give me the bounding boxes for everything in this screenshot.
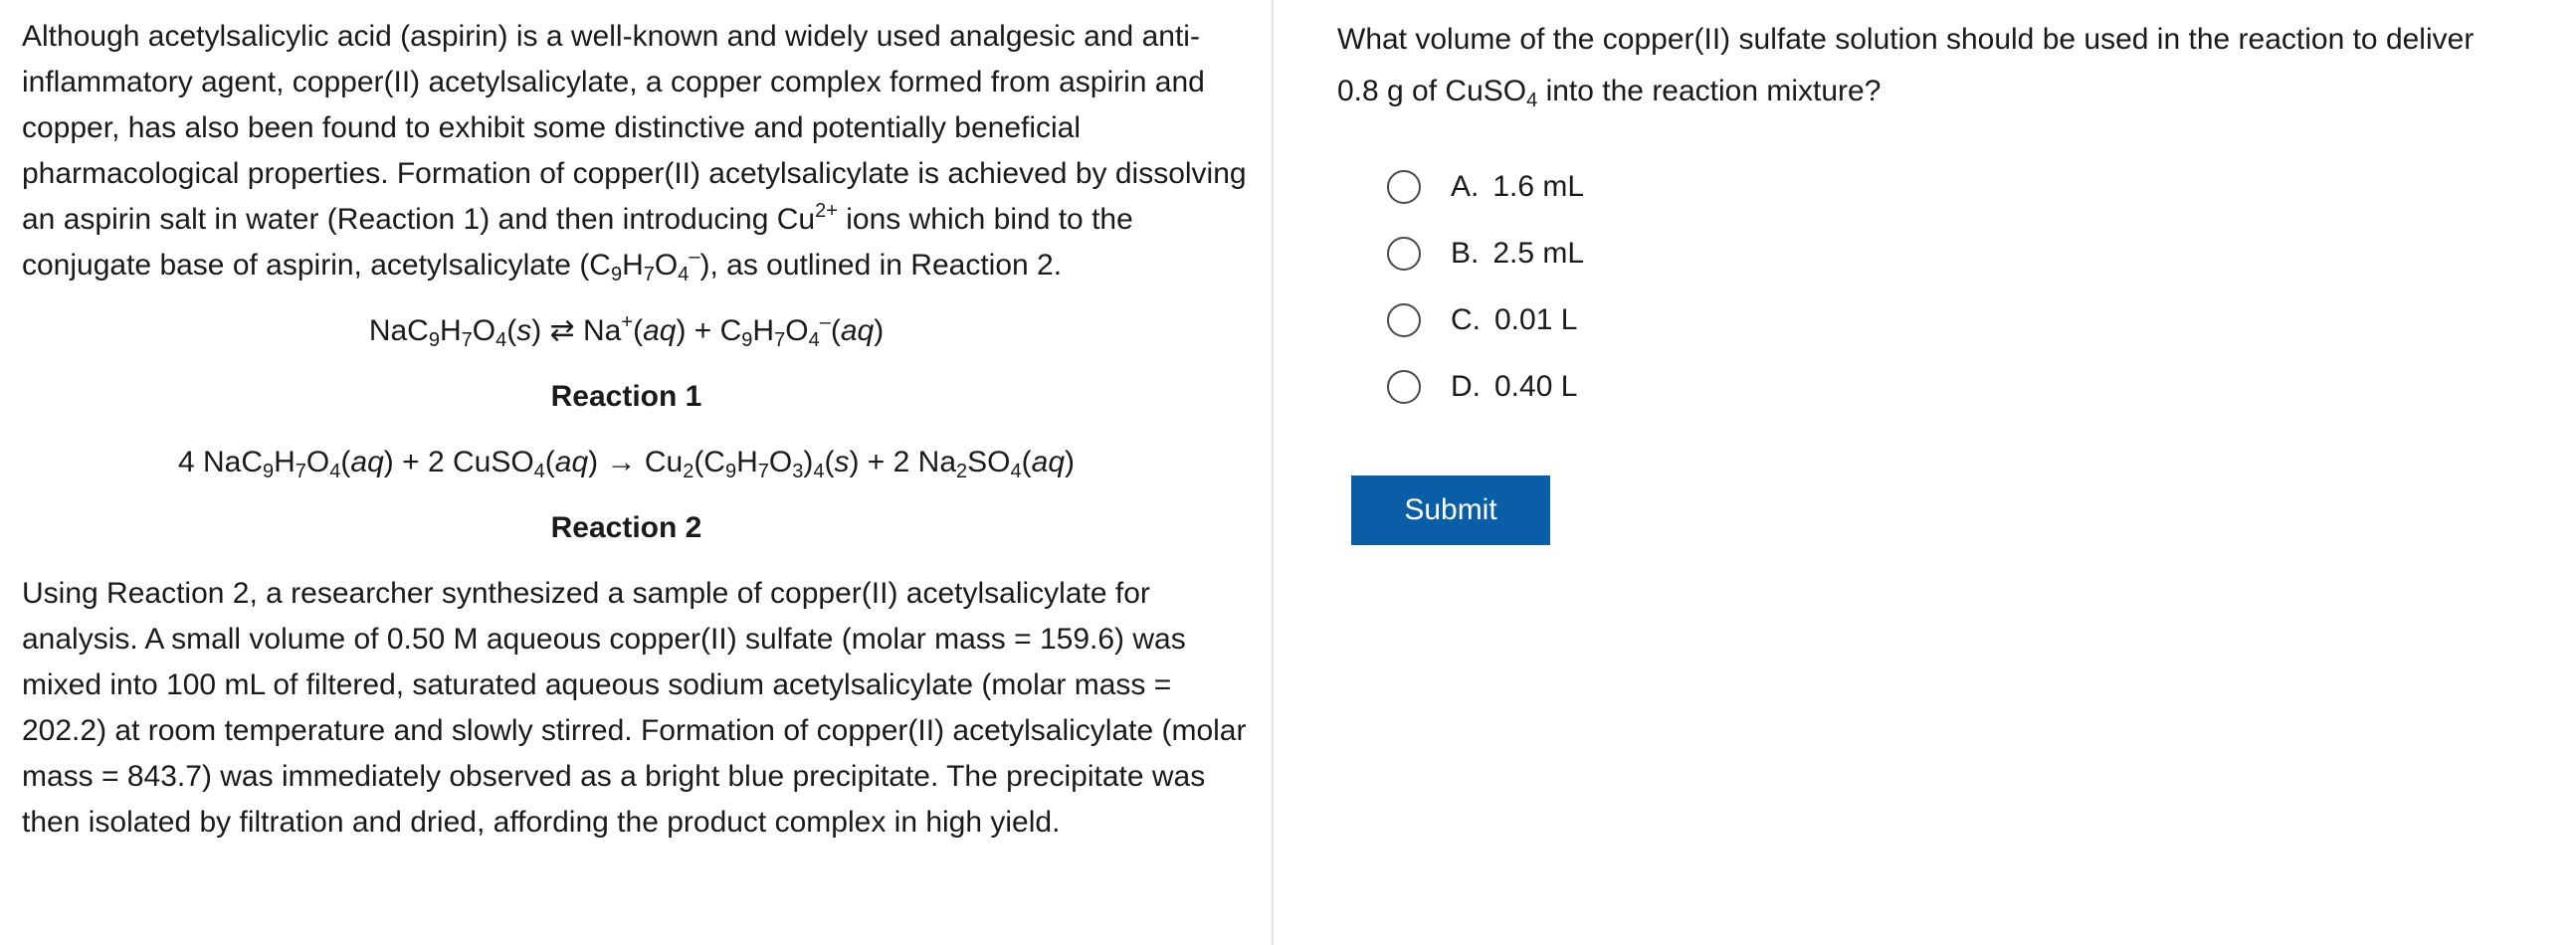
eq-text: SO: [967, 446, 1011, 478]
subscript: 4: [533, 461, 545, 482]
eq-text: ) + 2 CuSO: [383, 446, 534, 478]
subscript: 7: [774, 329, 786, 351]
eq-text: (: [506, 314, 517, 347]
eq-text: (: [544, 446, 555, 478]
answer-option-d[interactable]: [1387, 353, 2576, 420]
superscript: –: [819, 311, 831, 333]
eq-text: H: [752, 314, 775, 347]
option-letter: A.: [1451, 169, 1480, 203]
subscript: 7: [461, 329, 473, 351]
subscript: 7: [295, 461, 306, 482]
radio-button-icon[interactable]: [1387, 370, 1421, 404]
eq-text: O: [472, 314, 496, 347]
option-label: [1451, 303, 1577, 337]
option-letter: C.: [1451, 302, 1481, 336]
question-text: 0.8 g of CuSO: [1337, 75, 1527, 107]
subscript: 4: [813, 461, 825, 482]
option-text: 0.01 L: [1494, 302, 1578, 336]
eq-text: ): [1065, 446, 1076, 478]
eq-text: (: [1021, 446, 1032, 478]
superscript: 2+: [815, 200, 838, 222]
subscript: 4: [329, 461, 341, 482]
question-stem: [1337, 14, 2576, 117]
radio-button-icon[interactable]: [1387, 170, 1421, 204]
answer-option-a[interactable]: [1387, 153, 2576, 220]
eq-text: ) → Cu: [588, 446, 684, 478]
eq-text: O: [305, 446, 330, 478]
state-label: aq: [1031, 446, 1066, 478]
radio-button-icon[interactable]: [1387, 237, 1421, 271]
subscript: 7: [757, 461, 769, 482]
passage-paragraph-2: Using Reaction 2, a researcher synthesized a sample of copper(II) acetylsalicylate for analysis. A small volume of 0.50 M aqueous copper(II) sulfate (molar mass = 159.6) was mixed into 100 mL of filtered, saturated aqueous sodium acetylsalicylate (molar mass = 202.2) at room temperature and slowly stirred. Formation of copper(II) acetylsalicylate (molar mass = 843.7) was immediately observed as a bright blue precipitate. The precipitate was then isolated by filtration and dried, affording the product complex in high yield.: [22, 577, 1247, 839]
option-letter: B.: [1451, 236, 1480, 270]
radio-button-icon[interactable]: [1387, 303, 1421, 337]
eq-text: H: [274, 446, 296, 478]
passage-paragraph-1: [22, 14, 1250, 288]
reaction-2-equation: [22, 440, 1231, 485]
reaction-1-label: Reaction 1: [550, 380, 702, 413]
state-label: s: [834, 446, 850, 478]
eq-text: (C: [694, 446, 725, 478]
subscript: 9: [263, 461, 275, 482]
eq-text: (: [340, 446, 351, 478]
superscript: –: [689, 246, 700, 268]
eq-text: ): [874, 314, 885, 347]
answer-options: [1387, 153, 2576, 420]
option-label: [1451, 370, 1577, 404]
subscript: 4: [678, 264, 690, 285]
option-text: 1.6 mL: [1492, 169, 1585, 203]
subscript: 4: [1526, 90, 1538, 111]
subscript: 4: [1010, 461, 1022, 482]
subscript: 4: [495, 329, 507, 351]
option-label: [1451, 170, 1584, 204]
answer-option-b[interactable]: [1387, 220, 2576, 286]
subscript: 9: [724, 461, 737, 482]
eq-text: 4 NaC: [177, 446, 263, 478]
subscript: 2: [683, 461, 694, 482]
eq-text: H: [439, 314, 462, 347]
option-letter: D.: [1451, 369, 1481, 403]
passage-text: H: [622, 249, 644, 282]
passage-text: ), as outlined in Reaction 2.: [699, 249, 1063, 282]
eq-text: (: [824, 446, 835, 478]
passage-text: O: [654, 249, 679, 282]
subscript: 9: [610, 264, 623, 285]
eq-text: ) + C: [676, 314, 742, 347]
eq-text: (: [830, 314, 841, 347]
state-label: s: [516, 314, 532, 347]
eq-text: ) + 2 Na: [849, 446, 957, 478]
question-text: What volume of the copper(II) sulfate solution should be used in the reaction to deliver: [1337, 23, 2475, 56]
subscript: 4: [808, 329, 820, 351]
option-text: 2.5 mL: [1492, 236, 1585, 270]
state-label: aq: [554, 446, 589, 478]
eq-text: H: [736, 446, 758, 478]
question-pane: [1276, 0, 2576, 945]
eq-text: O: [785, 314, 809, 347]
state-label: aq: [643, 314, 677, 347]
submit-button[interactable]: Submit: [1351, 475, 1550, 545]
eq-text: (: [633, 314, 644, 347]
question-text: into the reaction mixture?: [1537, 75, 1882, 107]
subscript: 2: [956, 461, 968, 482]
eq-text: ) ⇄ Na: [531, 314, 622, 347]
reaction-1-equation: [22, 308, 1231, 354]
state-label: aq: [840, 314, 875, 347]
subscript: 9: [741, 329, 753, 351]
answer-option-c[interactable]: [1387, 286, 2576, 353]
reaction-2-label: Reaction 2: [550, 511, 702, 544]
subscript: 7: [643, 264, 655, 285]
eq-text: O: [768, 446, 793, 478]
eq-text: NaC: [368, 314, 429, 347]
option-text: 0.40 L: [1494, 369, 1578, 403]
passage-text: ions which bind to the conjugate base of aspirin, acetylsalicylate (C: [22, 203, 1133, 282]
option-label: [1451, 237, 1584, 271]
subscript: 9: [428, 329, 440, 351]
state-label: aq: [350, 446, 384, 478]
passage-text: Although acetylsalicylic acid (aspirin) is a well-known and widely used analgesic and anti-inflammatory agent, copper(II) acetylsalicylate, a copper complex formed from aspirin and copper, has also been found to exhibit some distinctive and potentially beneficial pharmacological properties. Formation of copper(II) acetylsalicylate is achieved by dissolving an aspirin salt in water (Reaction 1) and then introducing Cu: [22, 20, 1247, 236]
superscript: +: [621, 311, 634, 333]
eq-text: ): [803, 446, 814, 478]
subscript: 3: [792, 461, 804, 482]
passage-pane: [0, 0, 1274, 945]
